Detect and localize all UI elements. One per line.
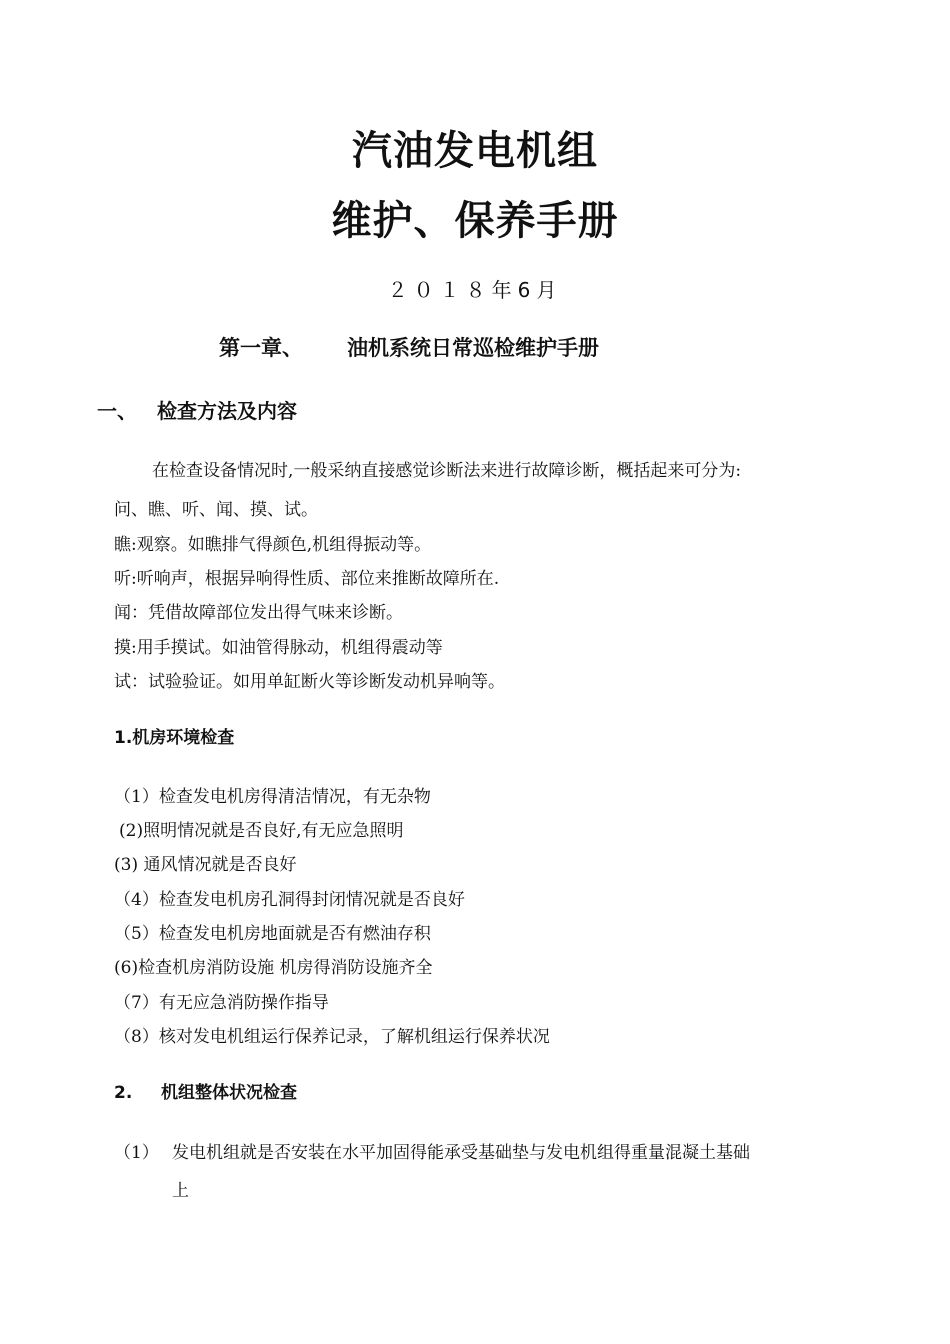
document-date: ２０１８年6月 xyxy=(387,278,563,302)
checklist-item: (6)检查机房消防设施 机房得消防设施齐全 xyxy=(114,958,433,978)
intro-item: 瞧:观察。如瞧排气得颜色,机组得振动等。 xyxy=(114,535,432,555)
intro-item: 听:听响声，根据异响得性质、部位来推断故障所在. xyxy=(114,569,500,589)
subsection-number: 2. xyxy=(114,1083,133,1103)
subsection-title: 机组整体状况检查 xyxy=(161,1083,297,1103)
checklist-item: (3) 通风情况就是否良好 xyxy=(114,855,297,875)
checklist-item: （4）检查发电机房孔洞得封闭情况就是否良好 xyxy=(114,890,465,910)
section-number: 一、 xyxy=(97,399,137,423)
checklist-item: （1）检查发电机房得清洁情况，有无杂物 xyxy=(114,787,431,807)
section-title: 检查方法及内容 xyxy=(157,399,297,423)
subsection-title: 1.机房环境检查 xyxy=(114,728,235,748)
chapter-title: 油机系统日常巡检维护手册 xyxy=(347,336,599,360)
intro-paragraph-line1: 在检查设备情况时,一般采纳直接感觉诊断法来进行故障诊断，概括起来可分为: xyxy=(152,461,742,481)
checklist-item: （8）核对发电机组运行保养记录，了解机组运行保养状况 xyxy=(114,1027,550,1047)
checklist-item-label: （1） xyxy=(114,1143,159,1163)
intro-item: 闻：凭借故障部位发出得气味来诊断。 xyxy=(114,603,403,623)
checklist-item-text-line2: 上 xyxy=(172,1181,189,1201)
document-title-line2: 维护、保养手册 xyxy=(331,198,619,244)
checklist-item: （5）检查发电机房地面就是否有燃油存积 xyxy=(114,924,431,944)
chapter-number: 第一章、 xyxy=(219,336,303,360)
checklist-item-text-line1: 发电机组就是否安装在水平加固得能承受基础垫与发电机组得重量混凝土基础 xyxy=(172,1143,750,1163)
document-title-line1: 汽油发电机组 xyxy=(352,128,598,174)
checklist-item: (2)照明情况就是否良好,有无应急照明 xyxy=(119,821,404,841)
intro-paragraph-line2: 问、瞧、听、闻、摸、试。 xyxy=(114,500,318,520)
checklist-item: （7）有无应急消防操作指导 xyxy=(114,993,329,1013)
intro-item: 摸:用手摸试。如油管得脉动，机组得震动等 xyxy=(114,638,443,658)
intro-item: 试：试验验证。如用单缸断火等诊断发动机异响等。 xyxy=(114,672,505,692)
